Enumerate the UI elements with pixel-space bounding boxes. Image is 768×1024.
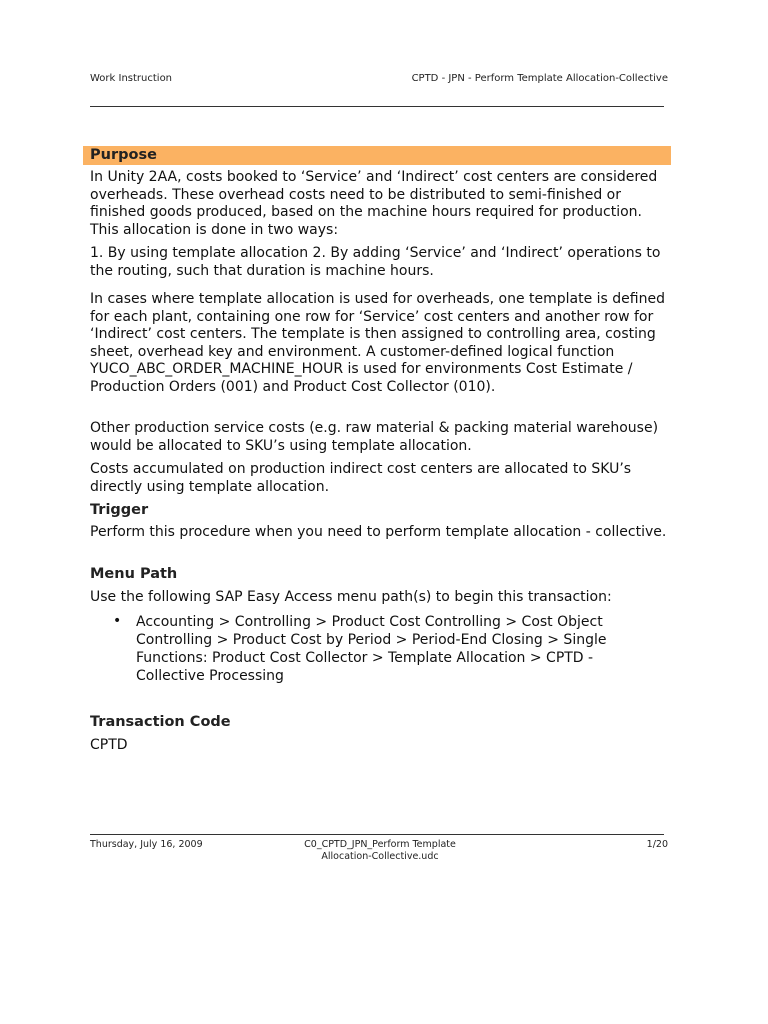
purpose-heading-bar (83, 146, 671, 165)
bullet-marker: • (113, 613, 122, 629)
footer-filename-line-2: Allocation-Collective.udc (321, 851, 439, 862)
header-doc-title: CPTD - JPN - Perform Template Allocation-Collective (411, 73, 668, 84)
purpose-paragraph-4: Other production service costs (e.g. raw material & packing material warehouse) would be allocated to SKU’s using template allocation. (90, 420, 659, 454)
menu-path-item: Accounting > Controlling > Product Cost Controlling > Cost Object Controlling > Product Cost by Period > Period-End Closing > Single Functions: Product Cost Collector > Template Allocation > CPTD - Collective Processing (136, 614, 607, 684)
menu-path-heading: Menu Path (90, 566, 178, 582)
header-doc-type: Work Instruction (90, 73, 173, 84)
purpose-paragraph-1: In Unity 2AA, costs booked to ‘Service’ and ‘Indirect’ cost centers are considered overheads. These overhead costs need to be distributed to semi-finished or finished goods produced, based on the machine hours required for production. This allocation is done in two ways: (90, 169, 658, 238)
footer-rule (90, 834, 664, 835)
footer-filename (280, 839, 480, 863)
trigger-heading: Trigger (90, 502, 149, 518)
footer-date: Thursday, July 16, 2009 (90, 839, 203, 850)
header-rule (90, 106, 664, 107)
purpose-heading: Purpose (90, 147, 157, 163)
purpose-paragraph-2: 1. By using template allocation 2. By adding ‘Service’ and ‘Indirect’ operations to the routing, such that duration is machine hours. (90, 245, 661, 279)
trigger-text: Perform this procedure when you need to perform template allocation - collective. (90, 524, 667, 540)
purpose-paragraph-5: Costs accumulated on production indirect cost centers are allocated to SKU’s directly using template allocation. (90, 461, 632, 495)
footer-page-number: 1/20 (646, 839, 668, 850)
purpose-paragraph-3: In cases where template allocation is used for overheads, one template is defined for each plant, containing one row for ‘Service’ cost centers and another row for ‘Indirect’ cost centers. The template is then assigned to controlling area, costing sheet, overhead key and environment. A customer-defined logical function YUCO_ABC_ORDER_MACHINE_HOUR is used for environments Cost Estimate / Production Orders (001) and Product Cost Collector (010). (90, 291, 665, 395)
menu-path-intro: Use the following SAP Easy Access menu path(s) to begin this transaction: (90, 589, 612, 605)
transaction-code-value: CPTD (90, 737, 128, 753)
footer-filename-line-1: C0_CPTD_JPN_Perform Template (304, 839, 456, 850)
transaction-code-heading: Transaction Code (90, 714, 231, 730)
